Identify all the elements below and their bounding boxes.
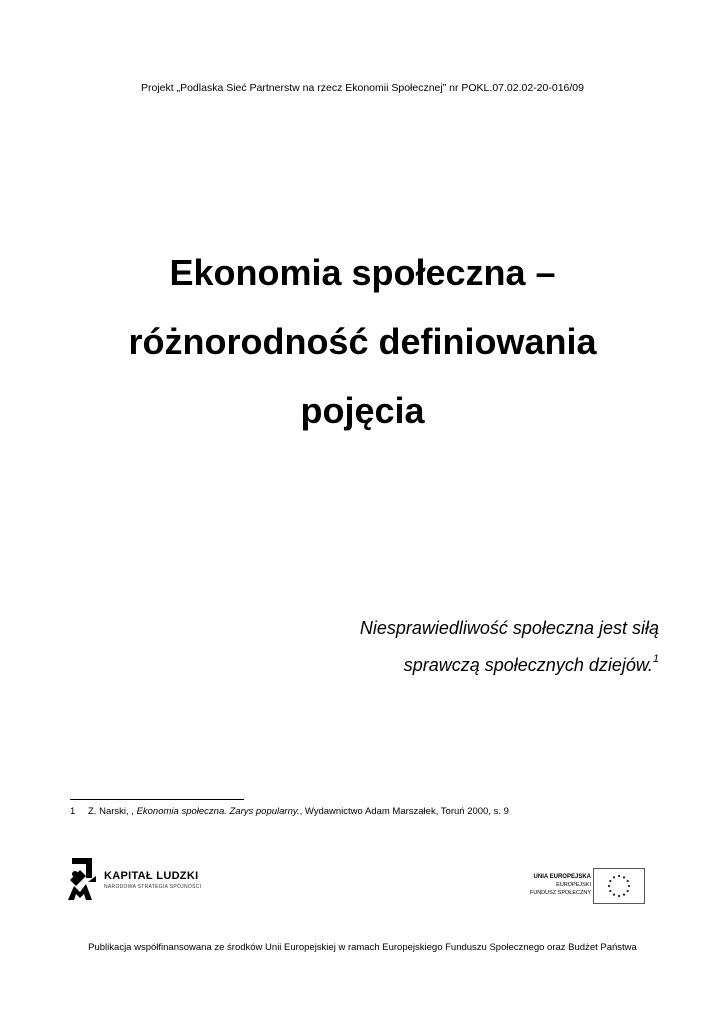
kapital-ludzki-logo: [66, 856, 226, 902]
eu-logo-text: [530, 873, 591, 897]
page-header: Projekt „Podlaska Sieć Partnerstw na rzecz Ekonomii Społecznej” nr POKL.07.02.02-20-016/09: [141, 82, 584, 94]
footnote-book-title: Ekonomia społeczna. Zarys popularny.: [136, 806, 300, 817]
footnote-number: 1: [70, 806, 76, 817]
footnote: [70, 806, 509, 817]
eu-star: [613, 894, 615, 896]
motto-line-2: [360, 645, 659, 682]
title-line-3: pojęcia: [300, 390, 425, 431]
footnote-publisher: , Wydawnictwo Adam Marszałek, Toruń 2000, s. 9: [299, 806, 509, 817]
footnote-reference[interactable]: 1: [652, 653, 659, 665]
eu-logo-line-2: EUROPEJSKI: [556, 882, 591, 888]
motto-line-1: Niesprawiedliwość społeczna jest siłą: [359, 618, 659, 638]
eu-star: [618, 875, 620, 877]
footnote-author: Z. Narski, ,: [88, 806, 134, 817]
eu-flag-icon: [593, 868, 645, 904]
eu-star: [613, 876, 615, 878]
kapital-ludzki-subtitle: NARODOWA STRATEGIA SPÓJNOŚCI: [104, 884, 202, 890]
eu-star: [609, 880, 611, 882]
title-line-2: różnorodność definiowania: [128, 321, 597, 362]
eu-star: [627, 890, 629, 892]
motto-quote: [360, 612, 659, 682]
motto-line-2-text: sprawczą społecznych dziejów.: [403, 655, 653, 675]
eu-star: [623, 876, 625, 878]
eu-star: [628, 885, 630, 887]
document-title: [0, 238, 725, 445]
eu-star: [609, 890, 611, 892]
kapital-ludzki-icon: [66, 856, 98, 902]
footnote-separator: [70, 799, 244, 800]
title-line-1: Ekonomia społeczna –: [169, 252, 556, 293]
eu-star: [618, 895, 620, 897]
kapital-ludzki-title: KAPITAŁ LUDZKI: [104, 870, 199, 882]
eu-logo: [515, 866, 647, 906]
eu-star: [608, 885, 610, 887]
cofinancing-note: Publikacja współfinansowana ze środków Unii Europejskiej w ramach Europejskiego Funduszu Społecznego oraz Budżet Państwa: [88, 942, 637, 953]
eu-logo-line-3: FUNDUSZ SPOŁECZNY: [529, 890, 591, 896]
eu-star: [623, 894, 625, 896]
eu-star: [627, 880, 629, 882]
eu-logo-line-1: UNIA EUROPEJSKA: [533, 874, 591, 880]
